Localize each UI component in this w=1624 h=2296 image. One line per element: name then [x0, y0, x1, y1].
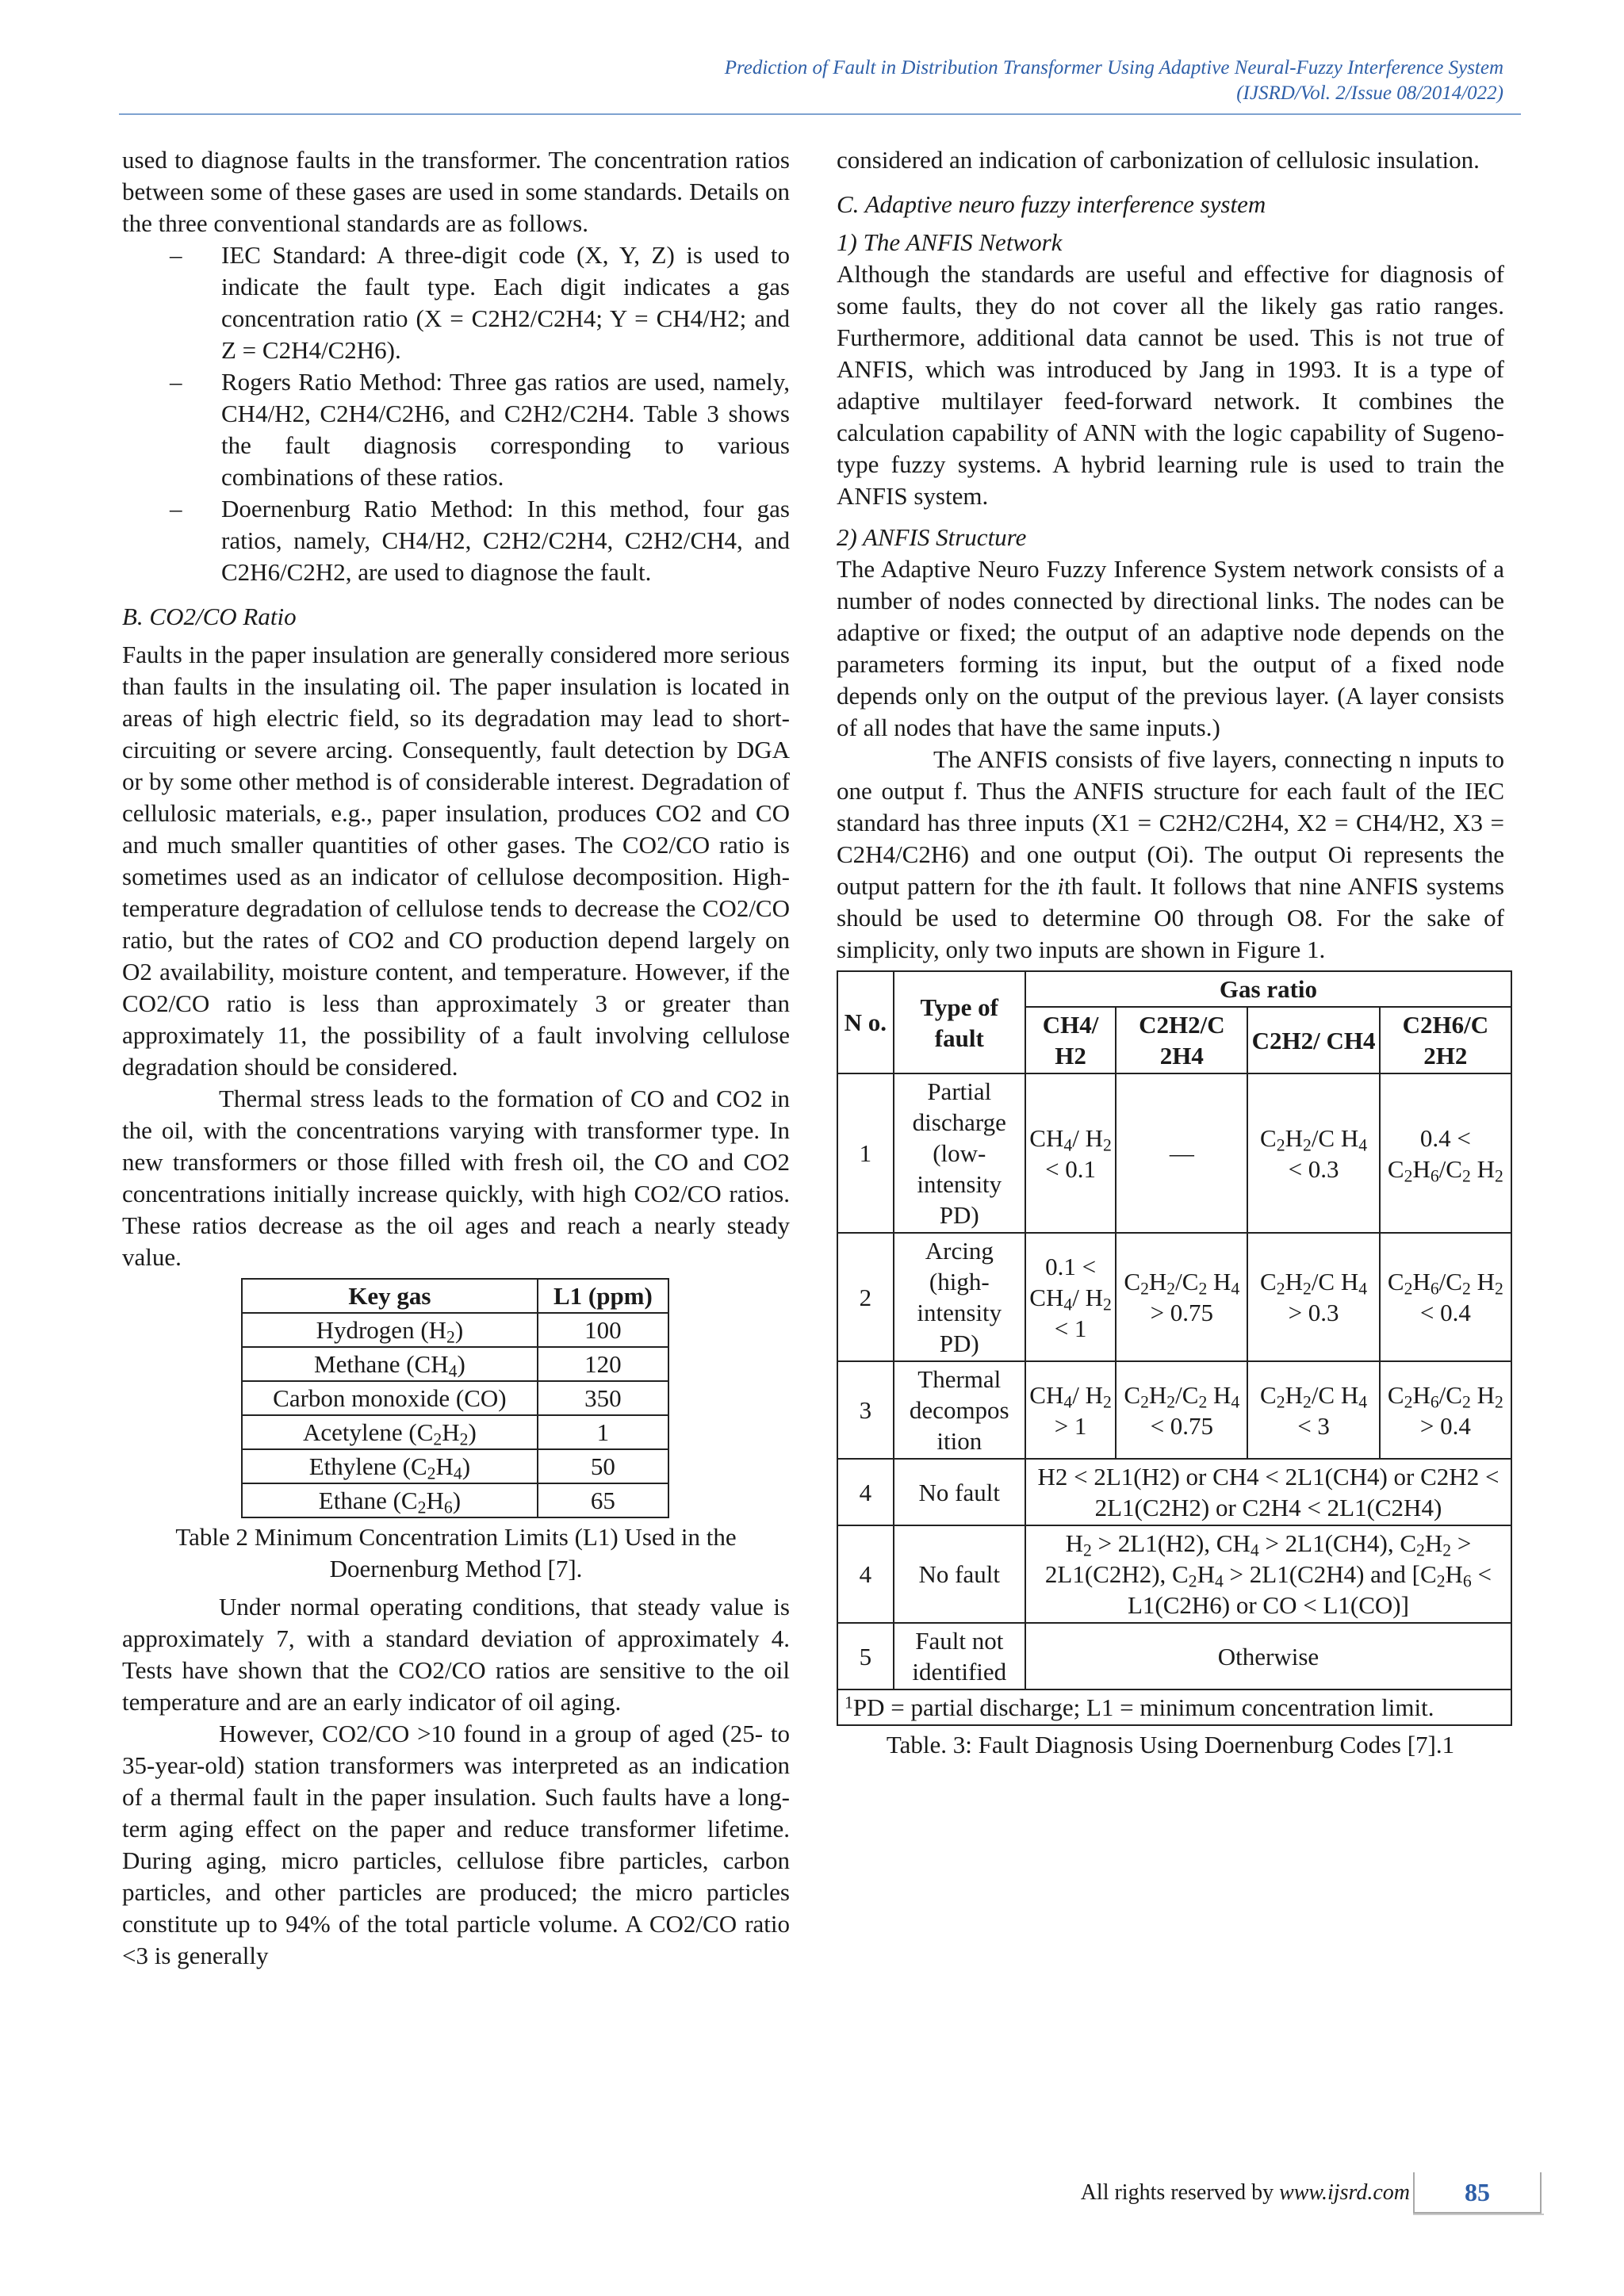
- right-paragraph-2: Although the standards are useful and effective for diagnosis of some faults, they do not cover all the likely gas ratio ranges. Furthermore, additional data cannot be used. This is not true of ANFIS, which was introduced by Jang in 1993. It is a type of adaptive multilayer feed-forward network. It combines the calculation capability of ANN with the logic capability of Sugeno-type fuzzy systems. A hybrid learning rule is used to train the ANFIS system.: [837, 260, 1504, 510]
- ratio-cell: $0.1 < CH_4/$ $H_2 < 1$: [1025, 1233, 1116, 1361]
- gas-limit: 350: [538, 1381, 668, 1415]
- section-heading-c: C. Adaptive neuro fuzzy interference system: [837, 190, 1266, 218]
- column-header: C2H6/C 2H2: [1380, 1007, 1511, 1073]
- table-row: [837, 1525, 1511, 1623]
- left-paragraph-2: Faults in the paper insulation are generally considered more serious than faults in the insulating oil. The paper insulation is located in areas of high electric field, so its degradation may lead to short-circuiting or severe arcing. Consequently, fault detection by DGA or by some other method is of considerable interest. Degradation of cellulosic materials, e.g., paper insulation, produces CO2 and CO and much smaller quantities of other gases. The CO2/CO ratio is sometimes used as an indicator of cellulose decomposition. High-temperature degradation of cellulose tends to decrease the CO2/CO ratio, but the rates of CO2 and CO production depend largely on O2 availability, moisture content, and temperature. However, if the CO2/CO ratio is less than approximately 3 or greater than approximately 11, the possibility of a fault involving cellulose degradation should be considered.: [122, 641, 790, 1081]
- dash-bullet: –: [170, 368, 182, 396]
- fault-type: No fault: [894, 1459, 1025, 1525]
- fault-type: No fault: [894, 1525, 1025, 1623]
- left-paragraph-4: Under normal operating conditions, that steady value is approximately 7, with a standard deviation of approximately 4. Tests have shown that the CO2/CO ratios are sensitive to the oil temperature and are an early indicator of oil aging.: [122, 1593, 790, 1716]
- ratio-cell: $C_2H_2/C_2$ $H_4 < 0.75$: [1116, 1361, 1247, 1459]
- subsection-heading-1: 1) The ANFIS Network: [837, 228, 1063, 256]
- ratio-cell: —: [1116, 1073, 1247, 1233]
- gas-name: Hydrogen $(H_2)$: [242, 1313, 538, 1347]
- left-paragraph-5: However, CO2/CO >10 found in a group of aged (25- to 35-year-old) station transformers was interpreted as an indication of a thermal fault in the paper insulation. Such faults have a long-term aging effect on the paper and reduce transformer lifetime. During aging, micro particles, cellulose fibre particles, carbon particles, and other particles are produced; the micro particles constitute up to 94% of the total particle volume. A CO2/CO ratio <3 is generally: [122, 1720, 790, 1969]
- column-header: Type of fault: [894, 971, 1025, 1073]
- condition-cell: Otherwise: [1025, 1623, 1511, 1689]
- header-rule: [119, 113, 1521, 115]
- dash-bullet: –: [170, 495, 182, 522]
- ratio-cell: $C_2H_2/C$ $H_4 < 0.3$: [1247, 1073, 1379, 1233]
- table-3: [837, 970, 1512, 1726]
- paper-title: Prediction of Fault in Distribution Transformer Using Adaptive Neural-Fuzzy Interference System: [724, 57, 1503, 78]
- table-row: [837, 1623, 1511, 1689]
- subsection-heading-2: 2) ANFIS Structure: [837, 523, 1027, 551]
- table-header-row: [837, 971, 1511, 1007]
- column-header: C2H2/ CH4: [1247, 1007, 1379, 1073]
- page-number: 85: [1413, 2172, 1542, 2214]
- left-paragraph-3: Thermal stress leads to the formation of CO and CO2 in the oil, with the concentrations varying with transformer type. In new transformers or those filled with fresh oil, the CO and CO2 concentrations initially increase quickly, with high CO2/CO ratios. These ratios decrease as the oil ages and reach a nearly steady value.: [122, 1085, 790, 1271]
- table-row: [837, 1459, 1511, 1525]
- row-number: 2: [837, 1233, 894, 1361]
- table-3-caption: Table. 3: Fault Diagnosis Using Doernenburg Codes [7].1: [886, 1731, 1455, 1758]
- table-footnote: $^1$PD = partial discharge; L1 = minimum concentration limit.: [837, 1689, 1511, 1725]
- list-item: [122, 366, 790, 493]
- right-paragraph-1: considered an indication of carbonization of cellulosic insulation.: [837, 146, 1480, 174]
- table-2: [241, 1278, 669, 1518]
- table-row: [242, 1483, 668, 1517]
- standards-list: [122, 239, 790, 588]
- table-row: [242, 1449, 668, 1483]
- fault-type: Partial discharge (low-intensity PD): [894, 1073, 1025, 1233]
- list-item: [122, 239, 790, 366]
- gas-limit: 120: [538, 1347, 668, 1381]
- dash-bullet: –: [170, 241, 182, 269]
- table-row: [837, 1233, 1511, 1361]
- right-paragraph-4: The ANFIS consists of five layers, connecting n inputs to one output f. Thus the ANFIS structure for each fault of the IEC standard has three inputs (X1 = C2H2/C2H4, X2 = CH4/H2, X3 = C2H4/C2H6) and one output (Oi). The output Oi represents the output pattern for the ith fault. It follows that nine ANFIS systems should be used to determine O0 through O8. For the sake of simplicity, only two inputs are shown in Figure 1.: [837, 745, 1504, 963]
- fault-type: Arcing (high-intensity PD): [894, 1233, 1025, 1361]
- table-row: [242, 1313, 668, 1347]
- ratio-cell: $C_2H_2/C$ $H_4 < 3$: [1247, 1361, 1379, 1459]
- column-header: N o.: [837, 971, 894, 1073]
- fault-type: Thermal decompos ition: [894, 1361, 1025, 1459]
- row-number: 5: [837, 1623, 894, 1689]
- table-row: [242, 1347, 668, 1381]
- ratio-cell: $C_2H_2/C$ $H_4 > 0.3$: [1247, 1233, 1379, 1361]
- left-paragraph-1: used to diagnose faults in the transformer. The concentration ratios between some of these gases are used in some standards. Details on the three conventional standards are as follows.: [122, 146, 790, 237]
- table-row: [837, 1361, 1511, 1459]
- gas-limit: 65: [538, 1483, 668, 1517]
- gas-limit: 1: [538, 1415, 668, 1449]
- gas-name: Acetylene $(C_2H_2)$: [242, 1415, 538, 1449]
- row-number: 4: [837, 1525, 894, 1623]
- table-2-caption: Table 2 Minimum Concentration Limits (L1) Used in the Doernenburg Method [7].: [175, 1523, 737, 1582]
- condition-cell: H2 < 2L1(H2) or CH4 < 2L1(CH4) or C2H2 < 2L1(C2H2) or C2H4 < 2L1(C2H4): [1025, 1459, 1511, 1525]
- ratio-cell: $CH_4/$ $H_2 > 1$: [1025, 1361, 1116, 1459]
- right-paragraph-3: The Adaptive Neuro Fuzzy Inference System network consists of a number of nodes connected by directional links. The nodes can be adaptive or fixed; the output of an adaptive node depends on the parameters forming its input, but the output of a fixed node depends only on the output of the previous layer. (A layer consists of all nodes that have the same inputs.): [837, 555, 1504, 741]
- gas-name: Ethylene $(C_2H_4)$: [242, 1449, 538, 1483]
- gas-limit: 50: [538, 1449, 668, 1483]
- table-row: [242, 1381, 668, 1415]
- column-header: Gas ratio: [1025, 971, 1511, 1007]
- ratio-cell: $C_2H_6/C_2$ $H_2 < 0.4$: [1380, 1233, 1511, 1361]
- row-number: 1: [837, 1073, 894, 1233]
- page-header: [119, 55, 1503, 106]
- fault-type: Fault not identified: [894, 1623, 1025, 1689]
- column-header: L1 (ppm): [538, 1279, 668, 1313]
- gas-name: Carbon monoxide (CO): [242, 1381, 538, 1415]
- footer-site-link[interactable]: www.ijsrd.com: [1279, 2180, 1410, 2205]
- footer-rule: [1413, 2214, 1544, 2215]
- ratio-cell: $C_2H_2/C_2$ $H_4 > 0.75$: [1116, 1233, 1247, 1361]
- column-header: CH4/ H2: [1025, 1007, 1116, 1073]
- table-row: [242, 1415, 668, 1449]
- left-column: [122, 144, 790, 1972]
- list-item-text: IEC Standard: A three-digit code (X, Y, Z) is used to indicate the fault type. Each digit indicates a gas concentration ratio (X = C2H2/C2H4; Y = CH4/H2; and Z = C2H4/C2H6).: [221, 241, 790, 364]
- gas-limit: 100: [538, 1313, 668, 1347]
- table-footnote-row: [837, 1689, 1511, 1725]
- table-row: [837, 1073, 1511, 1233]
- table-header-row: [242, 1279, 668, 1313]
- right-column: [837, 144, 1504, 1767]
- footer-rights: All rights reserved by www.ijsrd.com: [1080, 2180, 1410, 2205]
- list-item-text: Rogers Ratio Method: Three gas ratios are used, namely, CH4/H2, C2H4/C2H6, and C2H2/C2H4. Table 3 shows the fault diagnosis corresponding to various combinations of these ratios.: [221, 368, 790, 491]
- condition-cell: $H_2 > 2L1(H2)$, $CH_4 > 2L1(CH4)$, $C_2H_2 > 2L1(C2H2)$, $C_2H_4 > 2L1(C2H4)$ and [$C_2H_6 < L1(C2H6)$ or CO < L1(CO)]: [1025, 1525, 1511, 1623]
- row-number: 3: [837, 1361, 894, 1459]
- gas-name: Ethane $(C_2H_6)$: [242, 1483, 538, 1517]
- ratio-cell: $0.4 < C_2H_6/C_2$ $H_2$: [1380, 1073, 1511, 1233]
- ratio-cell: $C_2H_6/C_2$ $H_2 > 0.4$: [1380, 1361, 1511, 1459]
- list-item: [122, 493, 790, 588]
- row-number: 4: [837, 1459, 894, 1525]
- column-header: Key gas: [242, 1279, 538, 1313]
- ratio-cell: $CH_4/$ $H_2 < 0.1$: [1025, 1073, 1116, 1233]
- gas-name: Methane $(CH_4)$: [242, 1347, 538, 1381]
- journal-info: (IJSRD/Vol. 2/Issue 08/2014/022): [1236, 82, 1503, 104]
- column-header: C2H2/C 2H4: [1116, 1007, 1247, 1073]
- list-item-text: Doernenburg Ratio Method: In this method, four gas ratios, namely, CH4/H2, C2H2/C2H4, C2H2/CH4, and C2H6/C2H2, are used to diagnose the fault.: [221, 495, 790, 586]
- section-heading-b: B. CO2/CO Ratio: [122, 603, 297, 630]
